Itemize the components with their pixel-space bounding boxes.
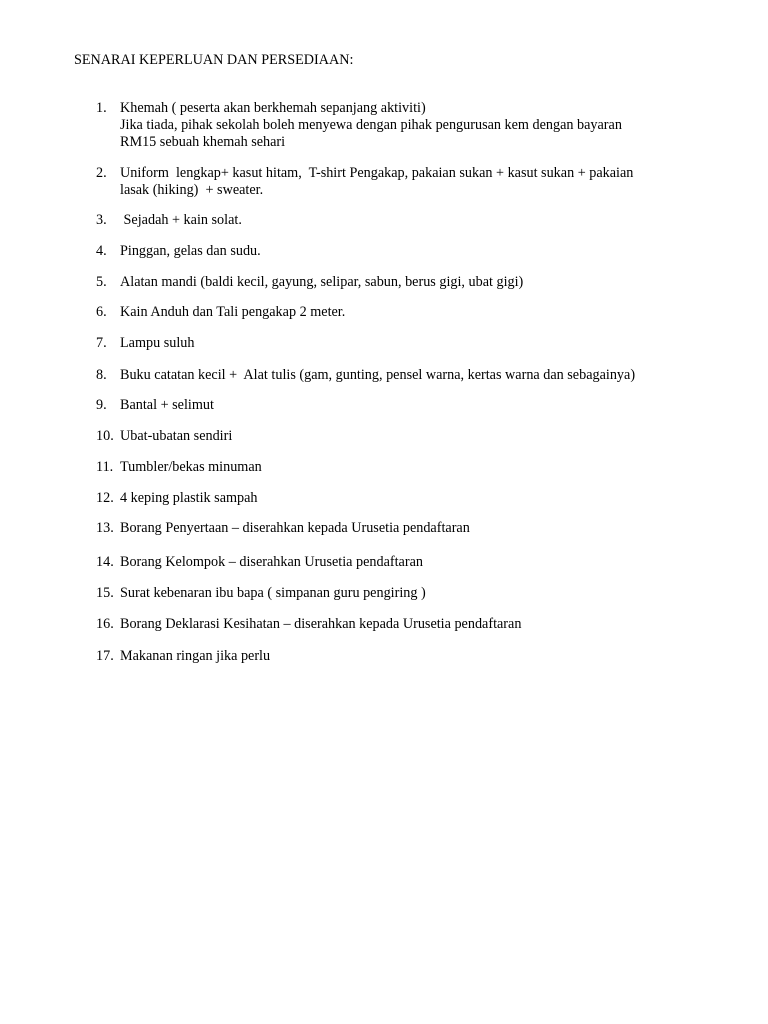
list-item-number: 7. bbox=[96, 335, 107, 351]
list-item-text bbox=[120, 428, 700, 445]
list-item-line: Surat kebenaran ibu bapa ( simpanan guru pengiring ) bbox=[120, 585, 426, 601]
list-item-number: 8. bbox=[96, 367, 107, 383]
page-title: SENARAI KEPERLUAN DAN PERSEDIAAN: bbox=[74, 52, 354, 68]
list-item-line: Pinggan, gelas dan sudu. bbox=[120, 243, 261, 259]
list-item-line: 4 keping plastik sampah bbox=[120, 490, 258, 506]
list-item-text bbox=[120, 520, 700, 537]
list-item-line: Sejadah + kain solat. bbox=[120, 212, 242, 228]
list-item-number: 13. bbox=[96, 520, 114, 536]
list-item-number: 14. bbox=[96, 554, 114, 570]
list-item-line: Kain Anduh dan Tali pengakap 2 meter. bbox=[120, 304, 346, 320]
list-item-number: 12. bbox=[96, 490, 114, 506]
list-item-number: 9. bbox=[96, 397, 107, 413]
list-item-line: Bantal + selimut bbox=[120, 397, 214, 413]
list-item-line: Jika tiada, pihak sekolah boleh menyewa dengan pihak pengurusan kem dengan bayaran bbox=[120, 117, 622, 133]
list-item-line: Khemah ( peserta akan berkhemah sepanjang aktiviti) bbox=[120, 100, 426, 116]
list-item-text bbox=[120, 304, 700, 321]
list-item-line: Ubat-ubatan sendiri bbox=[120, 428, 233, 444]
list-item-number: 2. bbox=[96, 165, 107, 181]
list-item-line: RM15 sebuah khemah sehari bbox=[120, 134, 286, 150]
list-item-number: 15. bbox=[96, 585, 114, 601]
list-item-number: 4. bbox=[96, 243, 107, 259]
list-item-text bbox=[120, 100, 700, 151]
list-item-number: 3. bbox=[96, 212, 107, 228]
list-item-number: 6. bbox=[96, 304, 107, 320]
list-item-line: Lampu suluh bbox=[120, 335, 195, 351]
list-item-line: Makanan ringan jika perlu bbox=[120, 648, 271, 664]
list-item-number: 17. bbox=[96, 648, 114, 664]
list-item-text bbox=[120, 459, 700, 476]
list-item-text bbox=[120, 274, 700, 291]
list-item-number: 1. bbox=[96, 100, 107, 116]
list-item-text bbox=[120, 397, 700, 414]
list-item-number: 11. bbox=[96, 459, 114, 475]
list-item-line: Borang Penyertaan – diserahkan kepada Urusetia pendaftaran bbox=[120, 520, 470, 536]
list-item-line: Buku catatan kecil + Alat tulis (gam, gunting, pensel warna, kertas warna dan sebagainya) bbox=[120, 367, 636, 383]
list-item-number: 10. bbox=[96, 428, 114, 444]
list-item-text bbox=[120, 554, 700, 571]
list-item-line: Uniform lengkap+ kasut hitam, T-shirt Pengakap, pakaian sukan + kasut sukan + pakaian bbox=[120, 165, 634, 181]
list-item-text bbox=[120, 367, 700, 384]
list-item-line: Borang Kelompok – diserahkan Urusetia pendaftaran bbox=[120, 554, 423, 570]
list-item-line: lasak (hiking) + sweater. bbox=[120, 182, 264, 198]
list-item-text bbox=[120, 335, 700, 352]
list-item-line: Tumbler/bekas minuman bbox=[120, 459, 262, 475]
list-item-line: Alatan mandi (baldi kecil, gayung, selipar, sabun, berus gigi, ubat gigi) bbox=[120, 274, 524, 290]
list-item-text bbox=[120, 648, 700, 665]
list-item-text bbox=[120, 243, 700, 260]
list-item-text bbox=[120, 212, 700, 229]
list-item-number: 5. bbox=[96, 274, 107, 290]
list-item-text bbox=[120, 490, 700, 507]
list-item-line: Borang Deklarasi Kesihatan – diserahkan kepada Urusetia pendaftaran bbox=[120, 616, 522, 632]
list-item-text bbox=[120, 616, 700, 633]
list-item-number: 16. bbox=[96, 616, 114, 632]
list-item-text bbox=[120, 585, 700, 602]
list-item-text bbox=[120, 165, 700, 199]
